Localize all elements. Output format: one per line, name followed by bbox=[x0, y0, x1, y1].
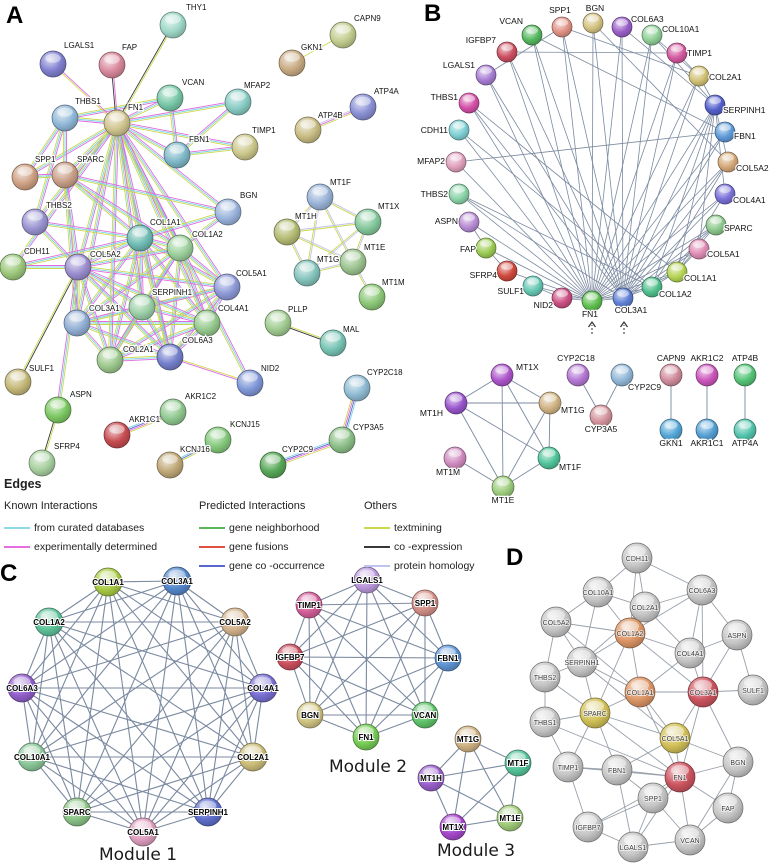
label-THBS2: THBS2 bbox=[420, 189, 448, 199]
node-SULF1[interactable] bbox=[523, 276, 543, 296]
label-LGALS1: LGALS1 bbox=[64, 41, 95, 50]
legend-item-label: protein homology bbox=[394, 559, 475, 572]
label-AKR1C2: AKR1C2 bbox=[185, 392, 217, 401]
label-SERPINH1: SERPINH1 bbox=[187, 808, 229, 817]
node-ASPN[interactable] bbox=[45, 397, 71, 423]
edge-COL1A1-COL6A3 bbox=[22, 582, 108, 688]
label-KCNJ16: KCNJ16 bbox=[180, 445, 210, 454]
legend-item-label: co -expression bbox=[394, 540, 463, 553]
label-COL6A3: COL6A3 bbox=[6, 684, 38, 693]
label-CYP3A5: CYP3A5 bbox=[353, 423, 384, 432]
curated-databases-line-swatch bbox=[4, 527, 30, 529]
label-COL5A1: COL5A1 bbox=[661, 736, 689, 743]
label-BGN: BGN bbox=[585, 3, 605, 13]
edge-LGALS1-FBN1 bbox=[367, 580, 448, 658]
label-GKN1: GKN1 bbox=[301, 43, 323, 52]
label-LGALS1: LGALS1 bbox=[442, 60, 475, 70]
node-MT1G[interactable] bbox=[539, 392, 561, 414]
edge-IGFBP7-FBN1 bbox=[290, 657, 448, 658]
edge-COL1A2-COL6A3 bbox=[171, 248, 181, 357]
label-SULF1: SULF1 bbox=[742, 688, 764, 695]
node-TIMP1[interactable] bbox=[667, 43, 687, 63]
node-COL5A2[interactable] bbox=[65, 254, 91, 280]
legend-item-label: gene neighborhood bbox=[229, 521, 320, 534]
label-ASPN: ASPN bbox=[70, 390, 92, 399]
node-MT1X[interactable] bbox=[491, 364, 513, 386]
label-CYP2C18: CYP2C18 bbox=[557, 353, 595, 363]
node-MFAP2[interactable] bbox=[225, 89, 251, 115]
legend-item bbox=[364, 518, 514, 537]
label-MT1X: MT1X bbox=[516, 362, 539, 372]
node-SPARC[interactable] bbox=[52, 162, 78, 188]
label-COL2A1: COL2A1 bbox=[631, 605, 659, 612]
node-AKR1C1[interactable] bbox=[104, 422, 130, 448]
label-MT1H: MT1H bbox=[295, 212, 317, 221]
node-COL4A1[interactable] bbox=[715, 184, 735, 204]
label-SULF1: SULF1 bbox=[29, 364, 54, 373]
edge-FN1-IGFBP7 bbox=[507, 52, 592, 301]
node-FBN1[interactable] bbox=[715, 122, 735, 142]
label-THBS1: THBS1 bbox=[430, 92, 458, 102]
nodes-D bbox=[530, 543, 768, 862]
label-COL5A2: COL5A2 bbox=[90, 250, 121, 259]
label-KCNJ15: KCNJ15 bbox=[230, 420, 260, 429]
legend-item bbox=[199, 537, 354, 556]
node-CYP2C18[interactable] bbox=[344, 375, 370, 401]
node-LGALS1[interactable] bbox=[40, 51, 66, 77]
node-FBN1[interactable] bbox=[164, 142, 190, 168]
node-SFRP4[interactable] bbox=[497, 261, 517, 281]
node-SFRP4[interactable] bbox=[29, 450, 55, 476]
label-FAP: FAP bbox=[122, 43, 138, 52]
label-COL4A1: COL4A1 bbox=[247, 684, 279, 693]
label-MT1G: MT1G bbox=[456, 735, 480, 744]
gene-neighborhood-line-swatch bbox=[199, 527, 225, 529]
label-MT1F: MT1F bbox=[507, 759, 529, 768]
label-NID2: NID2 bbox=[261, 364, 280, 373]
label-FN1: FN1 bbox=[581, 309, 599, 319]
label-SERPINH1: SERPINH1 bbox=[152, 288, 193, 297]
label-COL3A1: COL3A1 bbox=[89, 304, 120, 313]
label-COL5A2: COL5A2 bbox=[736, 163, 769, 173]
label-CYP2C18: CYP2C18 bbox=[367, 368, 403, 377]
node-THBS1[interactable] bbox=[459, 93, 479, 113]
node-ATP4B[interactable] bbox=[734, 364, 756, 386]
edge-LGALS1-IGFBP7 bbox=[290, 580, 367, 657]
label-COL3A1: COL3A1 bbox=[161, 577, 193, 586]
label-SPARC: SPARC bbox=[583, 711, 607, 718]
experimentally-determined-line-swatch bbox=[4, 546, 30, 548]
panel-letter-c: C bbox=[0, 560, 18, 587]
legend-item bbox=[364, 537, 514, 556]
node-AKR1C2[interactable] bbox=[696, 364, 718, 386]
label-SPARC: SPARC bbox=[724, 223, 753, 233]
panel-letter-d: D bbox=[506, 544, 524, 571]
label-COL4A1: COL4A1 bbox=[676, 651, 704, 658]
panel-letter-a: A bbox=[6, 2, 24, 29]
node-COL1A1[interactable] bbox=[127, 225, 153, 251]
nodes-C-module1 bbox=[6, 567, 279, 846]
label-COL5A1: COL5A1 bbox=[707, 249, 740, 259]
node-NID2[interactable] bbox=[552, 288, 572, 308]
label-FBN1: FBN1 bbox=[437, 654, 459, 663]
node-SPP1[interactable] bbox=[552, 17, 572, 37]
node-MT1X[interactable] bbox=[355, 209, 381, 235]
legend-item-label: experimentally determined bbox=[34, 540, 158, 553]
label-SPARC: SPARC bbox=[63, 808, 91, 817]
label-FN1: FN1 bbox=[673, 775, 687, 782]
label-COL10A1: COL10A1 bbox=[582, 590, 614, 597]
label-TIMP1: TIMP1 bbox=[557, 765, 579, 772]
label-FBN1: FBN1 bbox=[608, 768, 626, 775]
legend-others bbox=[364, 494, 514, 575]
label-COL3A1: COL3A1 bbox=[689, 690, 717, 697]
label-MT1F: MT1F bbox=[330, 178, 351, 187]
node-CDH11[interactable] bbox=[0, 254, 26, 280]
node-COL6A3[interactable] bbox=[157, 344, 183, 370]
node-MT1M[interactable] bbox=[444, 447, 466, 469]
label-BGN: BGN bbox=[730, 760, 746, 767]
legend-item bbox=[4, 518, 189, 537]
label-SPP1: SPP1 bbox=[644, 796, 662, 803]
legend-column-title: Others bbox=[364, 500, 398, 512]
label-TIMP1: TIMP1 bbox=[297, 601, 321, 610]
label-THBS2: THBS2 bbox=[533, 675, 557, 682]
node-CYP2C18[interactable] bbox=[567, 364, 589, 386]
edge-COL4A1-COL10A1 bbox=[32, 688, 263, 757]
label-FN1: FN1 bbox=[128, 103, 144, 112]
hub-arrow-icon bbox=[589, 322, 596, 334]
label-MT1E: MT1E bbox=[499, 814, 521, 823]
node-MT1M[interactable] bbox=[359, 284, 385, 310]
label-VCAN: VCAN bbox=[680, 838, 700, 845]
label-FAP: FAP bbox=[459, 244, 476, 254]
label-FN1: FN1 bbox=[358, 733, 374, 742]
node-SERPINH1[interactable] bbox=[705, 95, 725, 115]
node-LGALS1[interactable] bbox=[476, 65, 496, 85]
edge-COL1A1-COL5A1 bbox=[108, 582, 143, 832]
label-SULF1: SULF1 bbox=[497, 286, 524, 296]
node-CYP3A5[interactable] bbox=[329, 427, 355, 453]
node-BGN[interactable] bbox=[215, 199, 241, 225]
legend-item bbox=[4, 537, 189, 556]
node-AKR1C2[interactable] bbox=[160, 399, 186, 425]
label-TIMP1: TIMP1 bbox=[252, 126, 276, 135]
edge-ASPN-COL5A2 bbox=[59, 267, 79, 410]
edge-COL3A1-COL6A3 bbox=[622, 27, 623, 298]
label-ATP4B: ATP4B bbox=[318, 111, 343, 120]
node-ATP4B[interactable] bbox=[295, 117, 321, 143]
legend-item-label: gene co -occurrence bbox=[229, 559, 325, 572]
node-COL2A1[interactable] bbox=[97, 347, 123, 373]
label-COL2A1: COL2A1 bbox=[237, 753, 269, 762]
node-FN1[interactable] bbox=[104, 110, 130, 136]
node-MT1F[interactable] bbox=[538, 447, 560, 469]
gene-fusions-line-swatch bbox=[199, 546, 225, 548]
node-FN1[interactable] bbox=[582, 291, 602, 311]
node-CYP2C9[interactable] bbox=[260, 452, 286, 478]
label-CYP3A5: CYP3A5 bbox=[584, 424, 618, 434]
legend-item bbox=[199, 518, 354, 537]
textmining-line-swatch bbox=[364, 527, 390, 529]
edge-COL3A1-TIMP1 bbox=[623, 53, 677, 298]
edge-COL6A3-COL2A1 bbox=[22, 688, 253, 757]
node-VCAN[interactable] bbox=[522, 25, 542, 45]
node-THBS1[interactable] bbox=[52, 105, 78, 131]
label-CDH11: CDH11 bbox=[420, 125, 448, 135]
edge-legend bbox=[4, 477, 564, 575]
node-MT1F[interactable] bbox=[307, 184, 333, 210]
label-COL10A1: COL10A1 bbox=[662, 24, 700, 34]
legend-column-title: Predicted Interactions bbox=[199, 500, 306, 512]
node-SPP1[interactable] bbox=[12, 164, 38, 190]
legend-item-label: textmining bbox=[394, 521, 442, 534]
node-SPARC[interactable] bbox=[706, 215, 726, 235]
node-THY1[interactable] bbox=[160, 12, 186, 38]
gene-cooccurrence-line-swatch bbox=[199, 565, 225, 567]
label-COL1A2: COL1A2 bbox=[616, 631, 644, 638]
label-BGN: BGN bbox=[240, 191, 258, 200]
module3-label: Module 3 bbox=[436, 841, 516, 861]
label-NID2: NID2 bbox=[533, 300, 553, 310]
label-ATP4A: ATP4A bbox=[374, 87, 399, 96]
label-CDH11: CDH11 bbox=[24, 247, 50, 256]
legend-title: Edges bbox=[4, 477, 42, 491]
node-VCAN[interactable] bbox=[157, 85, 183, 111]
label-VCAN: VCAN bbox=[499, 16, 523, 26]
label-MT1H: MT1H bbox=[419, 408, 443, 418]
label-ATP4B: ATP4B bbox=[731, 353, 759, 363]
label-MT1H: MT1H bbox=[420, 774, 442, 783]
legend-item-label: gene fusions bbox=[229, 540, 289, 553]
label-IGFBP7: IGFBP7 bbox=[275, 653, 305, 662]
label-ATP4A: ATP4A bbox=[731, 438, 759, 448]
label-SPARC: SPARC bbox=[77, 155, 104, 164]
node-ATP4A[interactable] bbox=[350, 94, 376, 120]
label-MT1G: MT1G bbox=[561, 405, 585, 415]
edges-B bbox=[456, 23, 728, 301]
label-SPP1: SPP1 bbox=[414, 599, 436, 608]
label-COL1A1: COL1A1 bbox=[684, 273, 717, 283]
panel-letter-b: B bbox=[424, 0, 442, 27]
node-IGFBP7[interactable] bbox=[497, 42, 517, 62]
label-COL2A1: COL2A1 bbox=[123, 345, 154, 354]
label-SPP1: SPP1 bbox=[35, 155, 56, 164]
label-COL6A3: COL6A3 bbox=[631, 14, 664, 24]
label-COL1A2: COL1A2 bbox=[659, 289, 692, 299]
node-FAP[interactable] bbox=[99, 52, 125, 78]
label-SPP1: SPP1 bbox=[549, 5, 571, 15]
label-SFRP4: SFRP4 bbox=[469, 270, 497, 280]
label-FBN1: FBN1 bbox=[734, 131, 756, 141]
node-COL2A1[interactable] bbox=[689, 66, 709, 86]
label-COL1A1: COL1A1 bbox=[626, 690, 654, 697]
node-FAP[interactable] bbox=[476, 238, 496, 258]
node-COL3A1[interactable] bbox=[64, 310, 90, 336]
label-COL4A1: COL4A1 bbox=[733, 195, 766, 205]
node-CAPN9[interactable] bbox=[660, 364, 682, 386]
label-CAPN9: CAPN9 bbox=[656, 353, 686, 363]
legend-item bbox=[364, 556, 514, 575]
label-VCAN: VCAN bbox=[413, 711, 437, 720]
label-MT1E: MT1E bbox=[491, 495, 515, 505]
label-IGFBP7: IGFBP7 bbox=[575, 825, 601, 832]
node-ASPN[interactable] bbox=[459, 212, 479, 232]
label-LGALS1: LGALS1 bbox=[619, 845, 647, 852]
label-COL10A1: COL10A1 bbox=[13, 753, 51, 762]
legend-item-label: from curated databases bbox=[34, 521, 145, 534]
label-SFRP4: SFRP4 bbox=[54, 442, 80, 451]
label-BGN: BGN bbox=[301, 711, 319, 720]
edge-TIMP1-BGN bbox=[309, 605, 310, 715]
label-ASPN: ASPN bbox=[727, 633, 747, 640]
node-COL5A1[interactable] bbox=[689, 239, 709, 259]
label-MFAP2: MFAP2 bbox=[417, 156, 445, 166]
label-COL1A2: COL1A2 bbox=[33, 618, 65, 627]
node-CAPN9[interactable] bbox=[330, 22, 356, 48]
label-MFAP2: MFAP2 bbox=[244, 81, 271, 90]
label-ASPN: ASPN bbox=[434, 216, 458, 226]
legend-item bbox=[199, 556, 354, 575]
node-CDH11[interactable] bbox=[449, 120, 469, 140]
label-CAPN9: CAPN9 bbox=[354, 14, 381, 23]
label-COL5A2: COL5A2 bbox=[219, 618, 251, 627]
label-MT1E: MT1E bbox=[364, 243, 386, 252]
label-AKR1C1: AKR1C1 bbox=[129, 415, 161, 424]
legend-column-title: Known Interactions bbox=[4, 500, 98, 512]
node-KCNJ16[interactable] bbox=[157, 452, 183, 478]
label-CYP2C9: CYP2C9 bbox=[282, 445, 314, 454]
node-MFAP2[interactable] bbox=[446, 152, 466, 172]
label-THBS1: THBS1 bbox=[75, 97, 101, 106]
label-THY1: THY1 bbox=[186, 3, 207, 12]
label-MT1X: MT1X bbox=[378, 202, 400, 211]
label-AKR1C1: AKR1C1 bbox=[690, 438, 724, 448]
label-FAP: FAP bbox=[721, 806, 735, 813]
label-COL3A1: COL3A1 bbox=[614, 305, 648, 315]
label-MT1G: MT1G bbox=[317, 255, 340, 264]
label-MT1M: MT1M bbox=[382, 278, 405, 287]
label-SERPINH1: SERPINH1 bbox=[723, 105, 766, 115]
label-MT1X: MT1X bbox=[442, 823, 464, 832]
label-COL5A2: COL5A2 bbox=[542, 620, 570, 627]
label-THBS2: THBS2 bbox=[46, 201, 72, 210]
module1-label: Module 1 bbox=[98, 845, 178, 865]
node-COL4A1[interactable] bbox=[194, 310, 220, 336]
label-COL6A3: COL6A3 bbox=[182, 336, 213, 345]
legend-predicted-interactions bbox=[199, 494, 354, 575]
node-MT1H[interactable] bbox=[445, 392, 467, 414]
node-THBS2[interactable] bbox=[22, 209, 48, 235]
node-COL10A1[interactable] bbox=[642, 25, 662, 45]
label-THBS1: THBS1 bbox=[533, 720, 557, 727]
label-CDH11: CDH11 bbox=[625, 556, 649, 563]
nodes-C-module3 bbox=[418, 726, 531, 840]
label-CYP2C9: CYP2C9 bbox=[628, 382, 662, 392]
protein-homology-line-swatch bbox=[364, 565, 390, 567]
label-FBN1: FBN1 bbox=[189, 135, 210, 144]
label-LGALS1: LGALS1 bbox=[351, 576, 383, 585]
label-COL6A3: COL6A3 bbox=[688, 588, 716, 595]
hub-arrow-icon bbox=[621, 322, 628, 334]
label-COL4A1: COL4A1 bbox=[218, 304, 249, 313]
label-SERPINH1: SERPINH1 bbox=[564, 660, 600, 667]
coexpression-line-swatch bbox=[364, 546, 390, 548]
label-COL1A2: COL1A2 bbox=[192, 230, 223, 239]
legend-known-interactions bbox=[4, 494, 189, 575]
label-GKN1: GKN1 bbox=[659, 438, 683, 448]
edge-MT1H-MT1E bbox=[456, 403, 503, 487]
edge-COL10A1-SERPINH1 bbox=[32, 757, 208, 812]
node-THBS2[interactable] bbox=[449, 184, 469, 204]
label-TIMP1: TIMP1 bbox=[687, 48, 713, 58]
label-COL1A1: COL1A1 bbox=[150, 218, 181, 227]
label-VCAN: VCAN bbox=[182, 78, 205, 87]
edge-COL3A1-COL2A1 bbox=[623, 76, 699, 298]
node-COL6A3[interactable] bbox=[612, 17, 632, 37]
edge-FBN1-FN1 bbox=[366, 658, 448, 737]
node-GKN1[interactable] bbox=[279, 50, 305, 76]
label-MAL: MAL bbox=[343, 325, 360, 334]
label-IGFBP7: IGFBP7 bbox=[465, 35, 496, 45]
label-COL2A1: COL2A1 bbox=[709, 72, 742, 82]
node-SERPINH1[interactable] bbox=[129, 294, 155, 320]
label-MT1M: MT1M bbox=[435, 467, 461, 477]
edge-MT1G-MT1E bbox=[503, 403, 550, 487]
module2-label: Module 2 bbox=[328, 757, 408, 777]
node-SULF1[interactable] bbox=[5, 369, 31, 395]
node-COL1A2[interactable] bbox=[167, 235, 193, 261]
node-MT1H[interactable] bbox=[274, 219, 300, 245]
edge-COL5A2-SPARC bbox=[77, 622, 235, 812]
label-COL5A1: COL5A1 bbox=[127, 828, 159, 837]
label-COL5A1: COL5A1 bbox=[236, 269, 267, 278]
label-MT1F: MT1F bbox=[559, 462, 582, 472]
node-COL5A2[interactable] bbox=[718, 152, 738, 172]
node-NID2[interactable] bbox=[237, 370, 263, 396]
node-TIMP1[interactable] bbox=[232, 134, 258, 160]
label-AKR1C2: AKR1C2 bbox=[690, 353, 724, 363]
node-MT1E[interactable] bbox=[340, 249, 366, 275]
label-COL1A1: COL1A1 bbox=[92, 578, 124, 587]
label-PLLP: PLLP bbox=[288, 305, 308, 314]
edge-COL3A1-COL4A1 bbox=[177, 581, 263, 688]
node-BGN[interactable] bbox=[583, 13, 603, 33]
